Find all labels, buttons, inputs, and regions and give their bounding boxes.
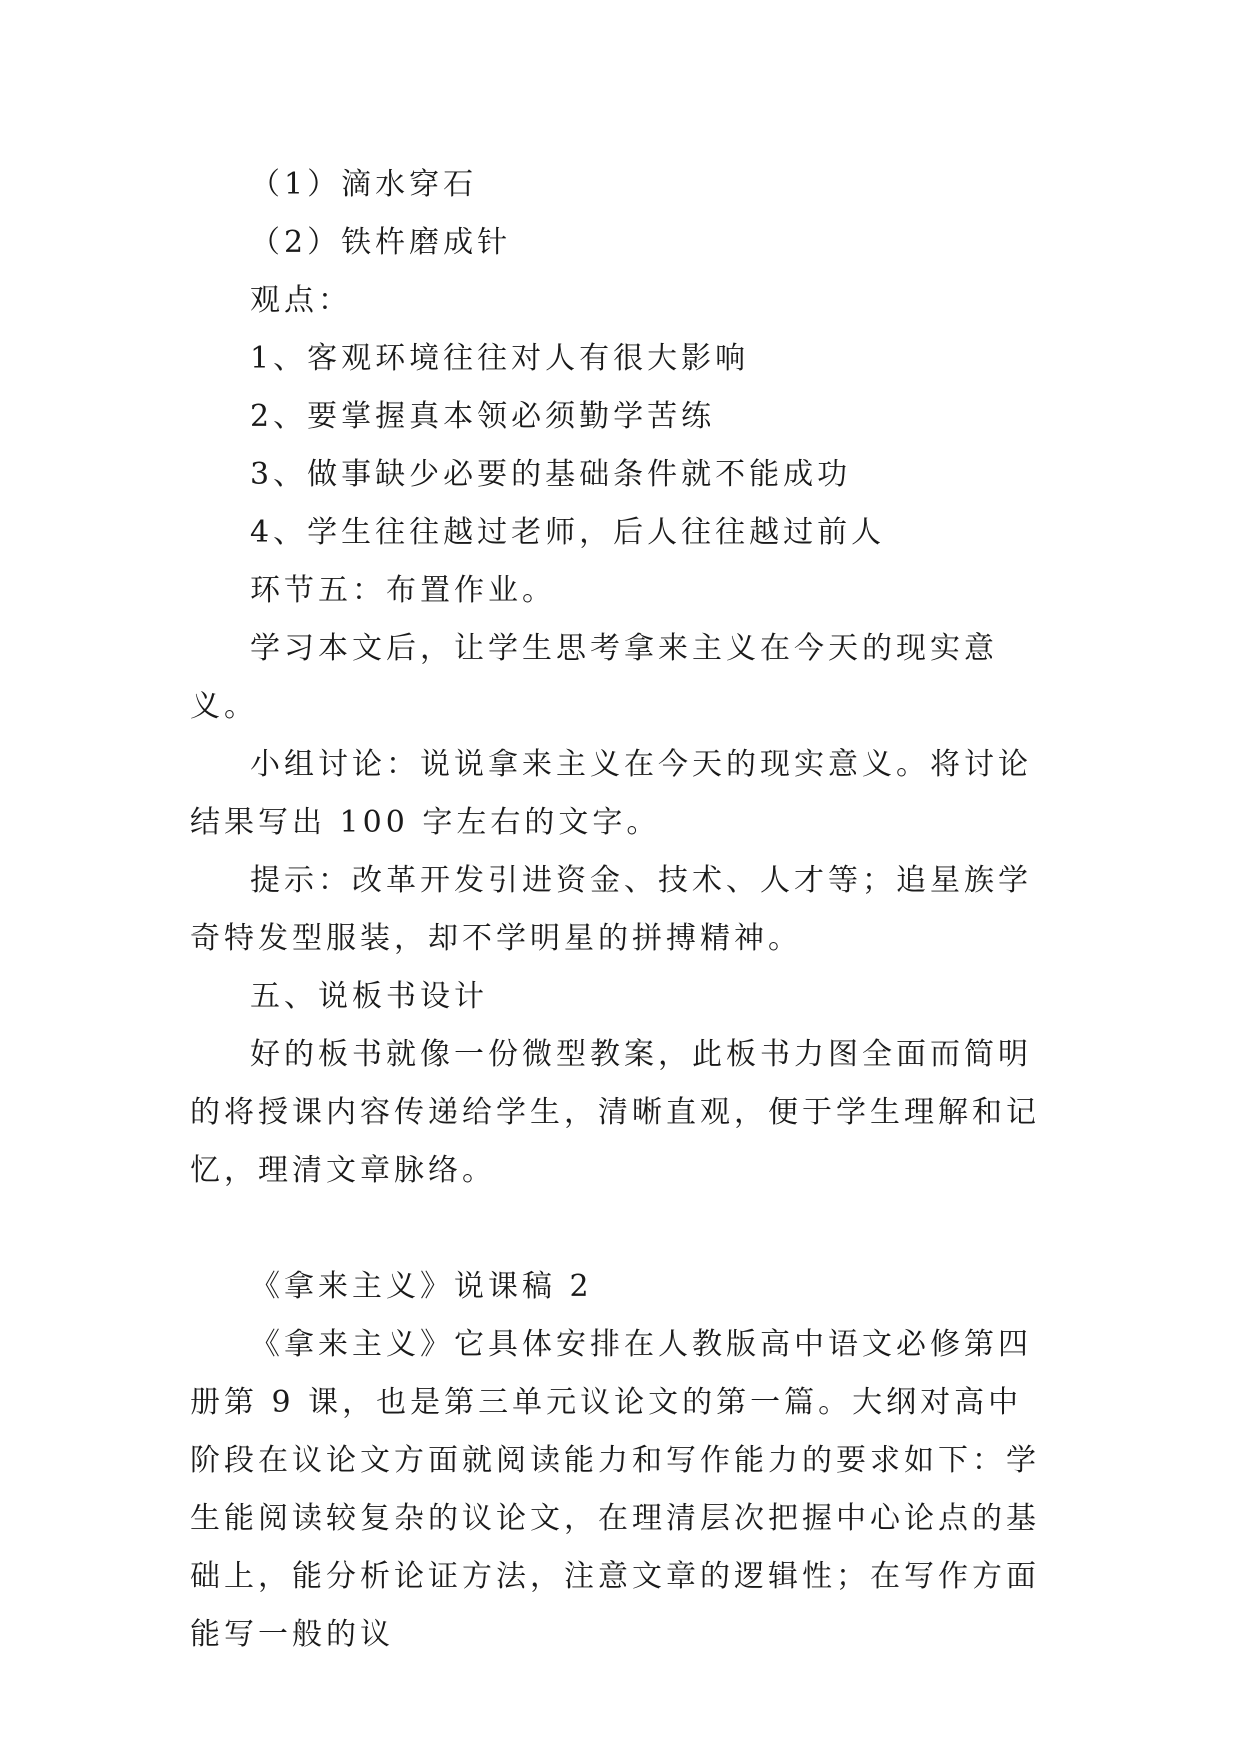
document-body <box>190 156 1050 1664</box>
discussion-paragraph: 小组讨论：说说拿来主义在今天的现实意义。将讨论结果写出 100 字左右的文字。 <box>190 747 1032 840</box>
example-line-2: （2）铁杵磨成针 <box>250 225 512 260</box>
homework-paragraph: 学习本文后，让学生思考拿来主义在今天的现实意义。 <box>190 631 998 724</box>
viewpoint-item-4: 4、学生往往越过老师，后人往往越过前人 <box>250 515 886 550</box>
viewpoint-item-1: 1、客观环境往往对人有很大影响 <box>250 341 750 376</box>
viewpoint-item-3: 3、做事缺少必要的基础条件就不能成功 <box>250 457 852 492</box>
step-five-heading: 环节五：布置作业。 <box>250 573 556 608</box>
section-title: 《拿来主义》说课稿 2 <box>250 1269 593 1304</box>
blackboard-design-heading: 五、说板书设计 <box>250 979 488 1014</box>
hint-paragraph: 提示：改革开发引进资金、技术、人才等；追星族学奇特发型服装，却不学明星的拼搏精神。 <box>190 863 1032 956</box>
example-line-1: （1）滴水穿石 <box>250 167 478 202</box>
viewpoint-heading: 观点： <box>250 283 352 318</box>
viewpoint-item-2: 2、要掌握真本领必须勤学苦练 <box>250 399 716 434</box>
intro-paragraph: 《拿来主义》它具体安排在人教版高中语文必修第四册第 9 课，也是第三单元议论文的第一篇。大纲对高中阶段在议论文方面就阅读能力和写作能力的要求如下：学生能阅读较复杂的议论文，在理清层次把握中心论点的基础上，能分析论证方法，注意文章的逻辑性；在写作方面能写一般的议 <box>190 1327 1040 1652</box>
blackboard-design-paragraph: 好的板书就像一份微型教案，此板书力图全面而简明的将授课内容传递给学生，清晰直观，便于学生理解和记忆，理清文章脉络。 <box>190 1037 1040 1188</box>
section-spacer <box>190 1200 1050 1258</box>
